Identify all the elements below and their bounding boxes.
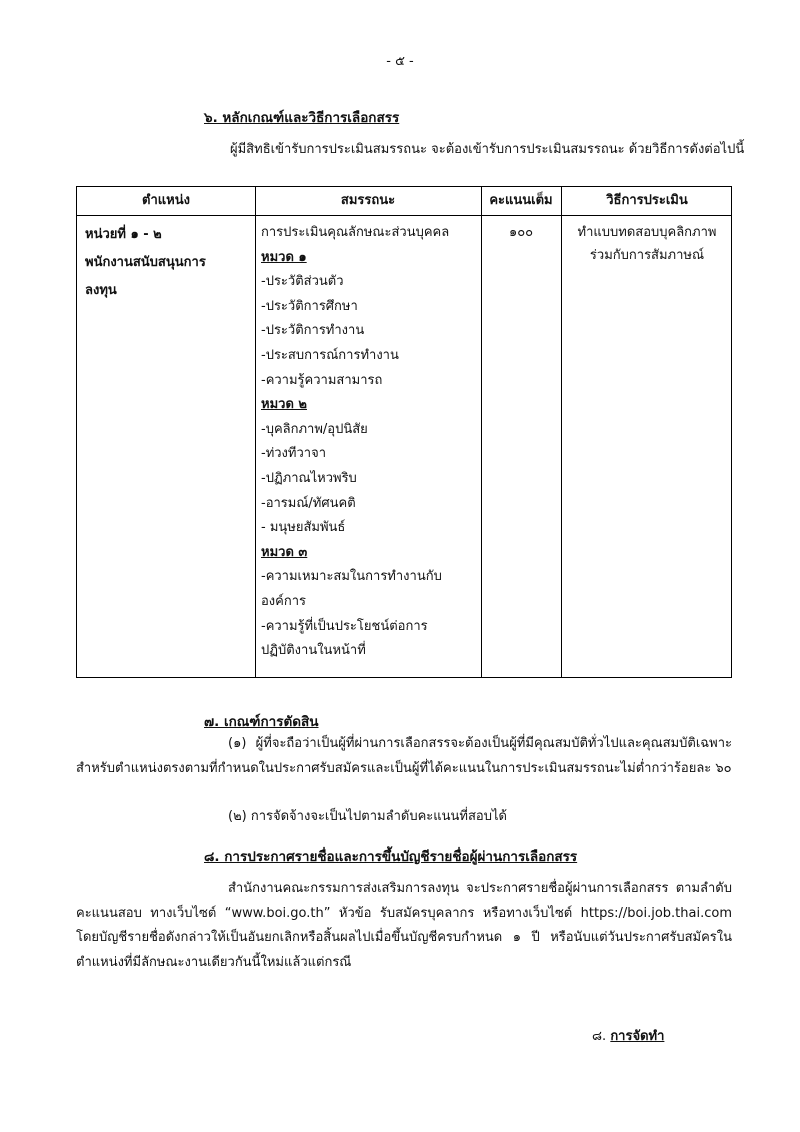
section-8-paragraph: สำนักงานคณะกรรมการส่งเสริมการลงทุน จะประกาศรายชื่อผู้ผ่านการเลือกสรร ตามลำดับคะแนนสอบ ทางเว็บไซต์ “www.boi.go.th” หัวข้อ รับสมัครบุคลากร หรือทางเว็บไซต์ https://boi.job.thai.com โดยบัญชีรายชื่อดังกล่าวให้เป็นอันยกเลิกหรือสิ้นผลไปเมื่อขึ้นบัญชีครบกำหนด ๑ ปี หรือนับแต่วันประกาศรับสมัครในตำแหน่งที่มีลักษณะงานเดียวกันนี้ใหม่แล้วแต่กรณี xyxy=(76,881,732,970)
position-line: ลงทุน xyxy=(85,283,117,298)
competency-line: -ประวัติการทำงาน xyxy=(261,323,365,339)
position-line: หน่วยที่ ๑ - ๒ xyxy=(85,227,162,242)
section-6-intro: ผู้มีสิทธิเข้ารับการประเมินสมรรถนะ จะต้องเข้ารับการประเมินสมรรถนะ ด้วยวิธีการดังต่อไปนี้ xyxy=(230,142,745,157)
full-score-cell: ๑๐๐ xyxy=(508,225,534,240)
category-heading: หมวด ๒ xyxy=(261,397,307,413)
position-line: พนักงานสนับสนุนการ xyxy=(85,255,206,270)
competency-line: -ประวัติส่วนตัว xyxy=(261,274,344,290)
continuation-label: การจัดทำ xyxy=(610,1029,665,1044)
page-number: - ๕ - xyxy=(386,54,414,69)
competency-line: -ประวัติการศึกษา xyxy=(261,298,358,314)
competency-line: -ความเหมาะสมในการทำงานกับ xyxy=(261,569,442,585)
competency-line: การประเมินคุณลักษณะส่วนบุคคล xyxy=(261,225,450,240)
method-line: ทำแบบทดสอบบุคลิกภาพ xyxy=(577,225,717,240)
criteria-table xyxy=(76,186,732,678)
competency-cell xyxy=(261,221,477,664)
competency-line: องค์การ xyxy=(261,593,307,609)
competency-line: -อารมณ์/ทัศนคติ xyxy=(261,495,356,511)
continuation-number: ๘. xyxy=(592,1029,607,1044)
section-7-heading: ๗. เกณฑ์การตัดสิน xyxy=(204,714,319,730)
section-8-heading: ๘. การประกาศรายชื่อและการขึ้นบัญชีรายชื่อผู้ผ่านการเลือกสรร xyxy=(204,849,578,865)
header-competency: สมรรถนะ xyxy=(340,193,396,208)
competency-line: -บุคลิกภาพ/อุปนิสัย xyxy=(261,421,368,437)
header-position: ตำแหน่ง xyxy=(142,193,190,208)
competency-line: - มนุษยสัมพันธ์ xyxy=(261,520,346,536)
competency-line: -ท่วงทีวาจา xyxy=(261,446,326,462)
section-6-heading: ๖. หลักเกณฑ์และวิธีการเลือกสรร xyxy=(204,110,400,126)
category-heading: หมวด ๓ xyxy=(261,544,308,560)
competency-line: -ประสบการณ์การทำงาน xyxy=(261,347,399,363)
header-full-score: คะแนนเต็ม xyxy=(489,193,553,208)
method-line: ร่วมกับการสัมภาษณ์ xyxy=(589,248,705,263)
section-7-item-1: (๑) ผู้ที่จะถือว่าเป็นผู้ที่ผ่านการเลือกสรรจะต้องเป็นผู้ที่มีคุณสมบัติทั่วไปและคุณสมบัติเฉพาะสำหรับตำแหน่งตรงตามที่กำหนดในประกาศรับสมัครและเป็นผู้ที่ได้คะแนนในการประเมินสมรรถนะไม่ต่ำกว่าร้อยละ ๖๐ xyxy=(76,736,732,776)
header-method: วิธีการประเมิน xyxy=(606,193,688,208)
section-7-item-2: (๒) การจัดจ้างจะเป็นไปตามลำดับคะแนนที่สอบได้ xyxy=(228,809,507,824)
competency-line: -ปฏิภาณไหวพริบ xyxy=(261,470,357,486)
competency-line: -ความรู้ความสามารถ xyxy=(261,372,383,388)
continuation-marker xyxy=(592,1025,664,1046)
position-cell xyxy=(85,221,255,305)
competency-line: -ความรู้ที่เป็นประโยชน์ต่อการ xyxy=(261,618,428,634)
method-cell xyxy=(561,221,733,267)
category-heading: หมวด ๑ xyxy=(261,249,307,265)
competency-line: ปฏิบัติงานในหน้าที่ xyxy=(261,643,366,659)
